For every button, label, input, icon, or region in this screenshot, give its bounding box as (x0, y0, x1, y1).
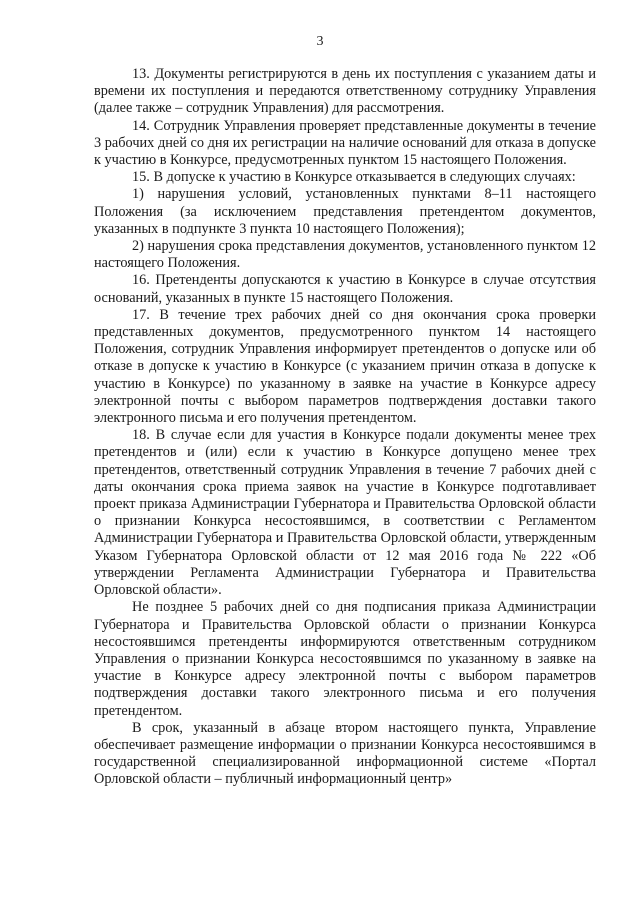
document-body (94, 66, 596, 789)
page-number: 3 (316, 34, 324, 49)
paragraph-18-second: Не позднее 5 рабочих дней со дня подписания приказа Администрации Губернатора и Правительства Орловской области о признании Конкурса несостоявшимся претенденты информируются ответственным сотрудником Управления о признании Конкурса несостоявшимся по указанному в заявке на участие в Конкурсе адресу электронной почты с выбором параметров подтверждения доставки такого электронного письма и его получения претендентом. (94, 599, 596, 719)
paragraph-17: 17. В течение трех рабочих дней со дня окончания срока проверки представленных документов, предусмотренного пунктом 14 настоящего Положения, сотрудник Управления информирует претендентов о допуске или об отказе в допуске к участию в Конкурсе (с указанием причин отказа в допуске к участию в Конкурсе) по указанному в заявке на участие в Конкурсе адресу электронной почты с выбором параметров подтверждения доставки такого электронного письма и его получения претендентом. (94, 306, 596, 427)
paragraph-18: 18. В случае если для участия в Конкурсе подали документы менее трех претендентов и (или) если к участию в Конкурсе допущено менее трех претендентов, ответственный сотрудник Управления в течение 7 рабочих дней с даты окончания срока приема заявок на участие в Конкурсе подготавливает проект приказа Администрации Губернатора и Правительства Орловской области о признании Конкурса несостоявшимся, в соответствии с Регламентом Администрации Губернатора и Правительства Орловской области, утвержденным Указом Губернатора Орловской области от 12 мая 2016 года № 222 «Об утверждении Регламента Администрации Губернатора и Правительства Орловской области». (94, 427, 596, 599)
paragraph-13: 13. Документы регистрируются в день их поступления с указанием даты и времени их поступления и передаются ответственному сотруднику Управления (далее также – сотрудник Управления) для рассмотрения. (94, 66, 596, 117)
paragraph-16: 16. Претенденты допускаются к участию в Конкурсе в случае отсутствия оснований, указанных в пункте 15 настоящего Положения. (94, 272, 596, 306)
paragraph-15: 15. В допуске к участию в Конкурсе отказывается в следующих случаях: (132, 169, 576, 186)
paragraph-15-item-2: 2) нарушения срока представления документов, установленного пунктом 12 настоящего Положения. (94, 238, 596, 272)
paragraph-15-item-1: 1) нарушения условий, установленных пунктами 8–11 настоящего Положения (за исключением представления претендентом документов, указанных в подпункте 3 пункта 10 настоящего Положения); (94, 186, 596, 237)
paragraph-18-third: В срок, указанный в абзаце втором настоящего пункта, Управление обеспечивает размещение информации о признании Конкурса несостоявшимся в государственной специализированной информационной системе «Портал Орловской области – публичный информационный центр» (94, 719, 596, 788)
paragraph-14: 14. Сотрудник Управления проверяет представленные документы в течение 3 рабочих дней со дня их регистрации на наличие оснований для отказа в допуске к участию в Конкурсе, предусмотренных пунктом 15 настоящего Положения. (94, 117, 596, 169)
